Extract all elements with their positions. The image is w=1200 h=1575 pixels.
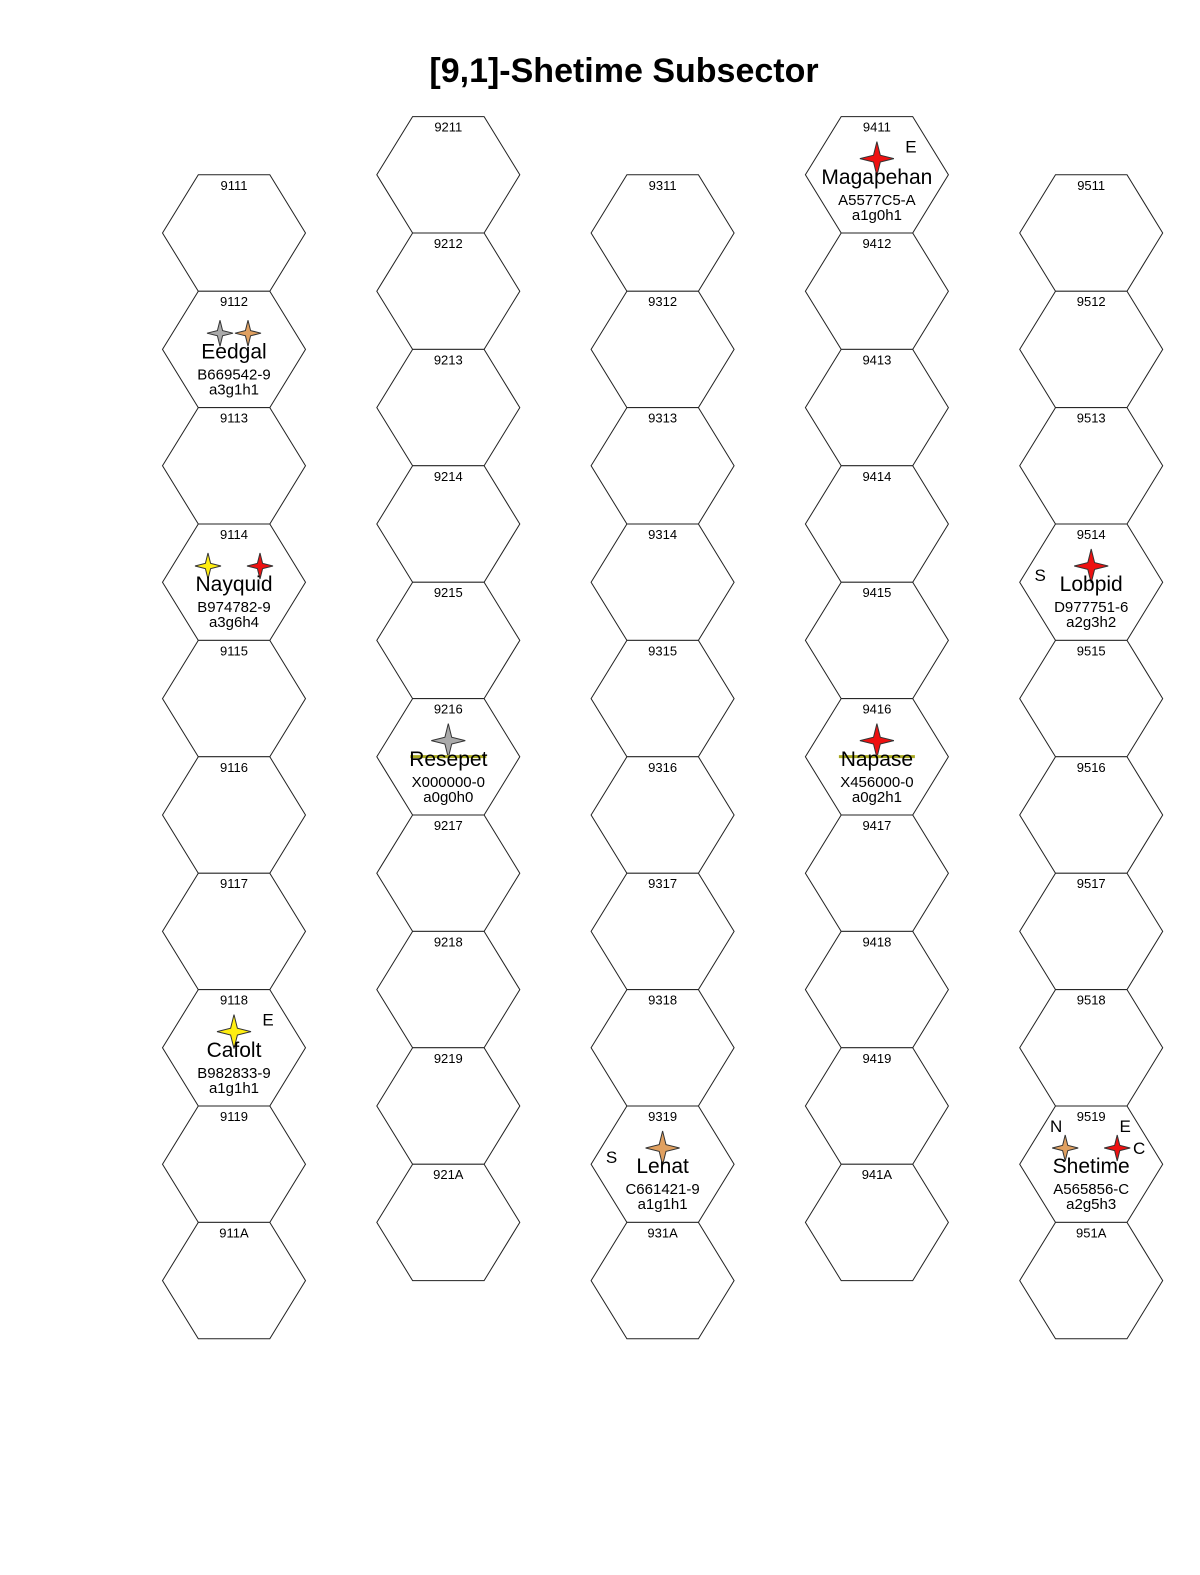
world-name: Cafolt (206, 1038, 262, 1062)
world-code: a3g6h4 (208, 614, 260, 632)
hex-number: 9117 (220, 876, 248, 892)
hex-9419 (805, 1048, 948, 1164)
world-code: a1g1h1 (637, 1196, 688, 1214)
hex-number: 9211 (434, 119, 463, 135)
hex-9511 (1020, 175, 1163, 291)
hex-9311 (591, 175, 734, 291)
hex-number: 9519 (1076, 1109, 1106, 1124)
world-uwp: D977751-6 (1054, 599, 1129, 617)
hex-9318 (591, 990, 734, 1106)
hex-9214 (377, 466, 520, 582)
hex-9413 (805, 349, 948, 465)
hex-number: 9215 (433, 585, 463, 601)
hex-9111 (163, 175, 306, 291)
hex-number: 9312 (648, 294, 678, 310)
world-uwp: X000000-0 (411, 773, 486, 791)
hex-number: 9514 (1076, 527, 1106, 542)
hex-number: 9516 (1076, 759, 1106, 775)
world-name: Shetime (1052, 1155, 1130, 1179)
world-name: Nayquid (195, 573, 273, 597)
hex-9116 (163, 757, 306, 873)
hex-number: 9419 (862, 1050, 892, 1066)
hex-9516 (1020, 757, 1163, 873)
hex-number: 9216 (433, 701, 463, 717)
world-mark: S (1034, 566, 1046, 585)
world-code: a0g0h0 (423, 788, 474, 806)
hex-number: 9212 (433, 236, 463, 251)
hex-941A (805, 1164, 948, 1280)
hex-number: 921A (433, 1167, 464, 1183)
hex-number: 9111 (220, 177, 248, 193)
hex-number: 9515 (1076, 643, 1106, 659)
hex-number: 9116 (220, 759, 248, 775)
hex-number: 9113 (220, 410, 248, 426)
world-uwp: B982833-9 (197, 1064, 271, 1082)
world-uwp: B974782-9 (197, 599, 271, 617)
hex-number: 9214 (433, 468, 463, 484)
hex-9414 (805, 466, 948, 582)
world-uwp: A5577C5-A (838, 191, 916, 209)
hex-9119 (163, 1106, 306, 1222)
hex-number: 9314 (648, 527, 678, 542)
hex-911A (163, 1222, 306, 1338)
hex-number: 9317 (648, 876, 678, 892)
hex-9512 (1020, 291, 1163, 407)
hex-number: 9119 (220, 1109, 248, 1124)
hex-9315 (591, 640, 734, 756)
hex-931A (591, 1222, 734, 1338)
hex-number: 951A (1076, 1225, 1107, 1241)
hex-number: 9319 (648, 1109, 678, 1124)
hex-9317 (591, 873, 734, 989)
hex-9312 (591, 291, 734, 407)
world-code: a2g3h2 (1066, 614, 1117, 632)
hex-number: 9512 (1076, 294, 1106, 310)
hex-number: 9311 (648, 177, 677, 193)
hex-number: 9513 (1076, 410, 1106, 426)
world-name: Lobpid (1059, 573, 1123, 597)
world-code: a1g1h1 (208, 1079, 260, 1097)
world-code: a1g0h1 (851, 206, 902, 224)
hex-9117 (163, 873, 306, 989)
hex-9212 (377, 233, 520, 349)
hex-number: 9511 (1077, 177, 1106, 193)
hex-9215 (377, 582, 520, 698)
hex-number: 9418 (862, 934, 892, 950)
hex-9417 (805, 815, 948, 931)
world-code: a3g1h1 (208, 381, 260, 399)
world-mark: E (262, 1010, 274, 1030)
world-mark: E (905, 137, 917, 157)
hex-9517 (1020, 873, 1163, 989)
hex-number: 9518 (1076, 992, 1106, 1008)
hex-number: 9115 (220, 643, 248, 659)
hex-number: 9517 (1076, 876, 1106, 892)
hex-number: 911A (219, 1225, 249, 1241)
world-mark: C (1133, 1139, 1146, 1158)
world-mark: E (1119, 1117, 1131, 1136)
world-mark: N (1050, 1117, 1063, 1136)
hex-number: 9219 (433, 1050, 463, 1066)
world-name: Eedgal (201, 340, 267, 364)
hex-9313 (591, 408, 734, 524)
hex-number: 9218 (433, 934, 463, 950)
hex-number: 9112 (220, 294, 248, 310)
world-uwp: C661421-9 (625, 1181, 700, 1199)
hex-9418 (805, 931, 948, 1047)
hex-number: 931A (647, 1225, 678, 1241)
hex-number: 941A (861, 1167, 893, 1183)
hex-9213 (377, 349, 520, 465)
hex-number: 9313 (648, 410, 678, 426)
hex-number: 9118 (220, 992, 248, 1008)
hex-number: 9416 (862, 701, 892, 717)
world-name: Lenat (636, 1155, 689, 1179)
hex-9515 (1020, 640, 1163, 756)
hex-number: 9315 (648, 643, 678, 659)
hex-9316 (591, 757, 734, 873)
hex-9211 (377, 117, 520, 233)
hex-9115 (163, 640, 306, 756)
hex-9219 (377, 1048, 520, 1164)
hex-9412 (805, 233, 948, 349)
hex-951A (1020, 1222, 1163, 1338)
hex-number: 9213 (433, 352, 463, 368)
world-uwp: A565856-C (1053, 1181, 1130, 1199)
world-name: Napase (840, 747, 914, 771)
hex-9415 (805, 582, 948, 698)
hex-9314 (591, 524, 734, 640)
hex-number: 9217 (433, 818, 463, 833)
hex-number: 9412 (862, 236, 892, 251)
hex-9518 (1020, 990, 1163, 1106)
world-code: a0g2h1 (851, 788, 902, 806)
hex-9217 (377, 815, 520, 931)
hex-9218 (377, 931, 520, 1047)
hex-number: 9414 (862, 468, 892, 484)
hex-number: 9415 (862, 585, 892, 601)
hex-number: 9316 (648, 759, 678, 775)
world-uwp: X456000-0 (840, 773, 914, 791)
world-mark: S (605, 1148, 618, 1167)
hex-9513 (1020, 408, 1163, 524)
hex-number: 9114 (220, 527, 248, 542)
hex-number: 9318 (648, 992, 678, 1008)
world-name: Resepet (409, 747, 488, 771)
page-title: [9,1]-Shetime Subsector (429, 52, 819, 90)
world-uwp: B669542-9 (197, 366, 271, 384)
world-code: a2g5h3 (1066, 1196, 1117, 1214)
hex-number: 9417 (862, 818, 892, 833)
hex-number: 9411 (862, 119, 891, 135)
world-name: Magapehan (821, 165, 933, 189)
hex-9113 (163, 408, 306, 524)
hex-number: 9413 (862, 352, 892, 368)
hex-921A (377, 1164, 520, 1280)
